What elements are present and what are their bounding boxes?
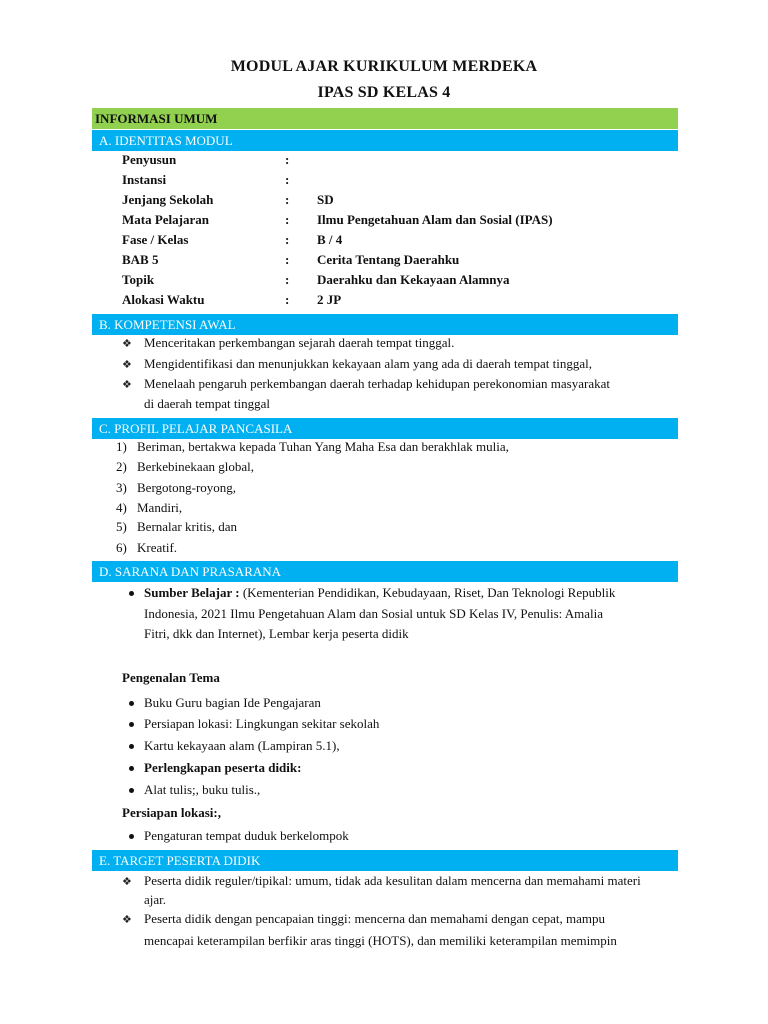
identitas-colon: : bbox=[285, 232, 290, 247]
identitas-colon: : bbox=[285, 172, 290, 187]
section-a-heading: A. IDENTITAS MODUL bbox=[92, 130, 678, 151]
identitas-colon: : bbox=[285, 252, 290, 267]
profil-number: 3) bbox=[116, 480, 127, 495]
section-e-heading: E. TARGET PESERTA DIDIK bbox=[92, 850, 678, 871]
identitas-label: Jenjang Sekolah bbox=[122, 192, 214, 207]
identitas-colon: : bbox=[285, 212, 290, 227]
perlengkapan-heading: Perlengkapan peserta didik: bbox=[144, 760, 302, 775]
section-b-heading: B. KOMPETENSI AWAL bbox=[92, 314, 678, 335]
diamond-bullet-icon: ❖ bbox=[122, 379, 132, 391]
identitas-label: Topik bbox=[122, 272, 155, 287]
profil-item: Bernalar kritis, dan bbox=[137, 519, 237, 534]
identitas-colon: : bbox=[285, 192, 290, 207]
sumber-belajar-text: Indonesia, 2021 Ilmu Pengetahuan Alam dan Sosial untuk SD Kelas IV, Penulis: Amalia bbox=[144, 606, 604, 621]
bullet-icon bbox=[129, 788, 134, 793]
sumber-belajar-line bbox=[144, 585, 615, 601]
diamond-bullet-icon: ❖ bbox=[122, 338, 132, 350]
tema-item: Buku Guru bagian Ide Pengajaran bbox=[144, 695, 321, 710]
identitas-label: Instansi bbox=[122, 172, 167, 187]
identitas-value: Cerita Tentang Daerahku bbox=[317, 252, 460, 267]
sumber-belajar-label: Sumber Belajar : bbox=[144, 585, 240, 600]
bullet-icon bbox=[129, 744, 134, 749]
profil-number: 6) bbox=[116, 540, 127, 555]
tema-item: Persiapan lokasi: Lingkungan sekitar sekolah bbox=[144, 716, 380, 731]
target-item-continuation: ajar. bbox=[144, 892, 167, 907]
sumber-belajar-text: Fitri, dkk dan Internet), Lembar kerja peserta didik bbox=[144, 626, 409, 641]
profil-number: 4) bbox=[116, 500, 127, 515]
identitas-label: Fase / Kelas bbox=[122, 232, 189, 247]
bullet-icon bbox=[129, 722, 134, 727]
identitas-colon: : bbox=[285, 152, 290, 167]
profil-item: Bergotong-royong, bbox=[137, 480, 237, 495]
identitas-value: Ilmu Pengetahuan Alam dan Sosial (IPAS) bbox=[317, 212, 553, 227]
profil-item: Beriman, bertakwa kepada Tuhan Yang Maha Esa dan berakhlak mulia, bbox=[137, 439, 509, 454]
sumber-belajar-text: (Kementerian Pendidikan, Kebudayaan, Riset, Dan Teknologi Republik bbox=[239, 585, 616, 600]
identitas-value: B / 4 bbox=[317, 232, 343, 247]
bullet-icon bbox=[129, 766, 134, 771]
bullet-icon bbox=[129, 591, 134, 596]
identitas-label: BAB 5 bbox=[122, 252, 159, 267]
section-c-heading: C. PROFIL PELAJAR PANCASILA bbox=[92, 418, 678, 439]
identitas-value: SD bbox=[317, 192, 334, 207]
document-subtitle: IPAS SD KELAS 4 bbox=[317, 84, 451, 101]
pengenalan-tema-heading: Pengenalan Tema bbox=[122, 670, 220, 685]
identitas-colon: : bbox=[285, 272, 290, 287]
persiapan-lokasi-heading: Persiapan lokasi:, bbox=[122, 805, 221, 820]
profil-item: Mandiri, bbox=[137, 500, 183, 515]
kompetensi-item-continuation: di daerah tempat tinggal bbox=[144, 396, 270, 411]
document-title: MODUL AJAR KURIKULUM MERDEKA bbox=[230, 58, 538, 75]
identitas-label: Alokasi Waktu bbox=[122, 292, 205, 307]
target-item: Peserta didik reguler/tipikal: umum, tidak ada kesulitan dalam mencerna dan memahami materi bbox=[144, 873, 641, 888]
target-item: Peserta didik dengan pencapaian tinggi: mencerna dan memahami dengan cepat, mampu bbox=[144, 911, 605, 926]
profil-number: 2) bbox=[116, 459, 127, 474]
diamond-bullet-icon: ❖ bbox=[122, 876, 132, 888]
identitas-value: 2 JP bbox=[317, 292, 342, 307]
bullet-icon bbox=[129, 701, 134, 706]
identitas-value: Daerahku dan Kekayaan Alamnya bbox=[317, 272, 510, 287]
bullet-icon bbox=[129, 834, 134, 839]
diamond-bullet-icon: ❖ bbox=[122, 914, 132, 926]
profil-item: Berkebinekaan global, bbox=[137, 459, 254, 474]
target-item-continuation: mencapai keterampilan berfikir aras tinggi (HOTS), dan memiliki keterampilan memimpin bbox=[144, 933, 617, 948]
profil-item: Kreatif. bbox=[137, 540, 178, 555]
profil-number: 5) bbox=[116, 519, 127, 534]
section-d-heading: D. SARANA DAN PRASARANA bbox=[92, 561, 678, 582]
tema-item: Kartu kekayaan alam (Lampiran 5.1), bbox=[144, 738, 340, 753]
identitas-label: Mata Pelajaran bbox=[122, 212, 210, 227]
kompetensi-item: Menceritakan perkembangan sejarah daerah tempat tinggal. bbox=[144, 335, 455, 350]
diamond-bullet-icon: ❖ bbox=[122, 359, 132, 371]
pengaturan-item: Pengaturan tempat duduk berkelompok bbox=[144, 828, 349, 843]
profil-number: 1) bbox=[116, 439, 127, 454]
alat-item: Alat tulis;, buku tulis., bbox=[144, 782, 261, 797]
informasi-umum-bar: INFORMASI UMUM bbox=[92, 108, 678, 129]
kompetensi-item: Menelaah pengaruh perkembangan daerah terhadap kehidupan perekonomian masyarakat bbox=[144, 376, 610, 391]
identitas-colon: : bbox=[285, 292, 290, 307]
identitas-label: Penyusun bbox=[122, 152, 177, 167]
kompetensi-item: Mengidentifikasi dan menunjukkan kekayaan alam yang ada di daerah tempat tinggal, bbox=[144, 356, 592, 371]
